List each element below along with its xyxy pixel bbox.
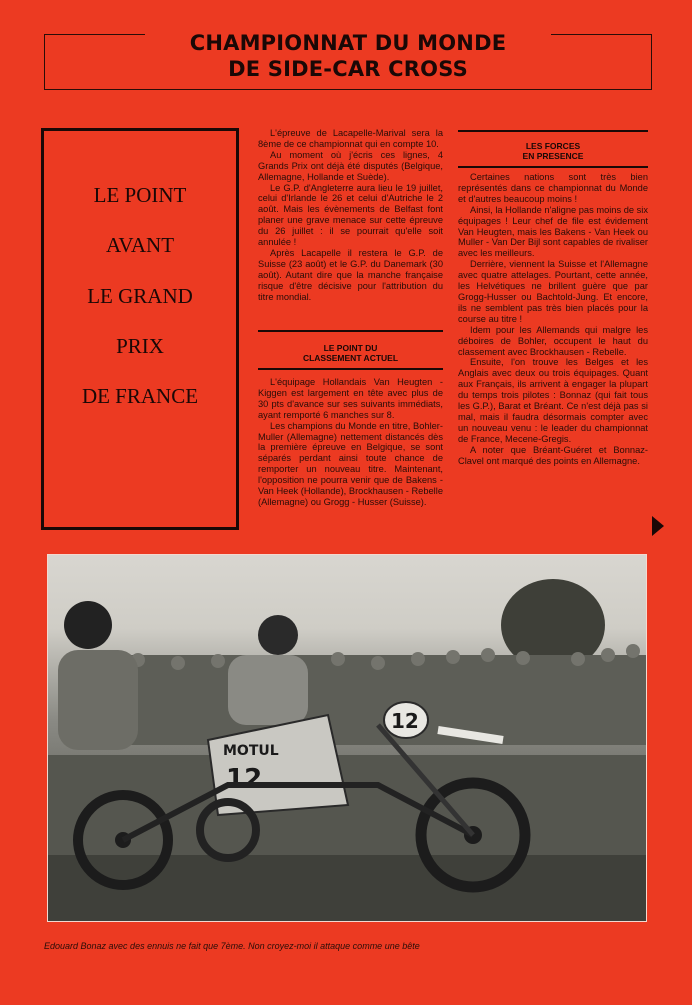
paragraph: Le G.P. d'Angleterre aura lieu le 19 juillet, celui d'Irlande le 26 et celui d'Autriche le 2 août. Mais les évènements de Belfast font planer une grave menace sur cette épreuve du 26 juillet : il se pourrait qu'elle soit annulée ! <box>258 182 443 248</box>
sidebar-title-line: LE POINT <box>93 183 187 207</box>
paragraph: Idem pour les Allemands qui malgre les déboires de Bohler, occupent le haut du classement avec Brockhausen - Rebelle. <box>458 324 648 357</box>
continue-arrow-icon <box>652 516 664 536</box>
photo-caption: Edouard Bonaz avec des ennuis ne fait que 7ème. Non croyez-moi il attaque comme une bête <box>44 941 420 951</box>
sidecar-number: 12 <box>226 764 263 794</box>
paragraph: A noter que Bréant-Guéret et Bonnaz-Clavel ont marqué des points en Allemagne. <box>458 444 648 466</box>
divider <box>458 166 648 168</box>
sidebar-title-line: AVANT <box>105 233 175 257</box>
article-column-2 <box>458 172 648 466</box>
paragraph: Ensuite, l'on trouve les Belges et les Anglais avec deux ou trois équipages. Quant aux Français, ils arrivent à engager la plupart du temps trois pilotes : Bonnaz (qui fait tous les G.P.), Barat et Bréant. Ce n'est déjà pas si mal, mais il faudra désormais compter avec un nouveau venu : le leader du championnat de France, Mecene-Gregis. <box>458 357 648 444</box>
article-column-1b <box>258 377 443 508</box>
paragraph: Certaines nations sont très bien représentés dans ce championnat du Monde et d'autres beaucoup moins ! <box>458 172 648 204</box>
paragraph: Ainsi, la Hollande n'aligne pas moins de six équipages ! Leur chef de file est évidement Van Heugten, mais les Bakens - Van Heek ou Muller - Van Der Bijl sont capables de rivaliser avec les meilleurs. <box>458 204 648 259</box>
sidebar-title-line: LE GRAND <box>87 284 193 308</box>
divider <box>258 368 443 370</box>
race-photo <box>47 554 647 922</box>
paragraph: L'épreuve de Lacapelle-Marival sera la 8ème de ce championnat qui en compte 10. <box>258 128 443 149</box>
page-title-line1: CHAMPIONNAT DU MONDE <box>189 31 507 55</box>
sidecar-photo-illustration <box>48 555 646 921</box>
sidebar-box <box>41 128 239 530</box>
subheading-forces <box>458 141 648 161</box>
page-title-line2: DE SIDE-CAR CROSS <box>228 57 468 81</box>
paragraph: Après Lacapelle il restera le G.P. de Suisse (23 août) et le G.P. du Danemark (30 août). Autant dire que la manche française risque d'être décisive pour l'attribution du titre mondial. <box>258 247 443 302</box>
divider <box>458 130 648 132</box>
subhead-line: LES FORCES <box>525 141 581 151</box>
article-column-1 <box>258 128 443 303</box>
paragraph: L'équipage Hollandais Van Heugten - Kiggen est largement en tête avec plus de 30 pts d'avance sur ses suivants immédiats, ayant remporté 6 manches sur 8. <box>258 377 443 420</box>
subhead-line: EN PRESENCE <box>522 151 584 161</box>
sponsor-label: MOTUL <box>223 743 279 759</box>
sidebar-title-line: PRIX <box>116 334 164 358</box>
divider <box>258 330 443 332</box>
title-box <box>44 31 652 90</box>
sidebar-title-line: DE FRANCE <box>81 384 199 408</box>
paragraph: Les champions du Monde en titre, Bohler-Muller (Allemagne) nettement distancés dès la première épreuve en Belgique, se sont séparés perdant ainsi toute chance de remporter un nouveau titre. Maintenant, l'opposition ne pourra venir que de Bakens - Van Heek (Hollande), Brockhausen - Rebelle (Allemagne) ou Grogg - Husser (Suisse). <box>258 420 443 507</box>
paragraph: Au moment où j'écris ces lignes, 4 Grands Prix ont déjà été disputés (Belgique, Allemagne, Hollande et Suède). <box>258 149 443 182</box>
subhead-line: LE POINT DU <box>323 343 378 353</box>
subheading-classement <box>258 343 443 363</box>
paragraph: Derrière, viennent la Suisse et l'Allemagne avec quatre attelages. Pourtant, cette année, les Helvétiques ne brillent guère que par Grogg-Husser ou Bachtold-Jung. Et encore, ils ne semblent pas très bien placés pour la course au titre ! <box>458 259 648 324</box>
front-number: 12 <box>391 709 419 733</box>
subhead-line: CLASSEMENT ACTUEL <box>302 353 399 363</box>
